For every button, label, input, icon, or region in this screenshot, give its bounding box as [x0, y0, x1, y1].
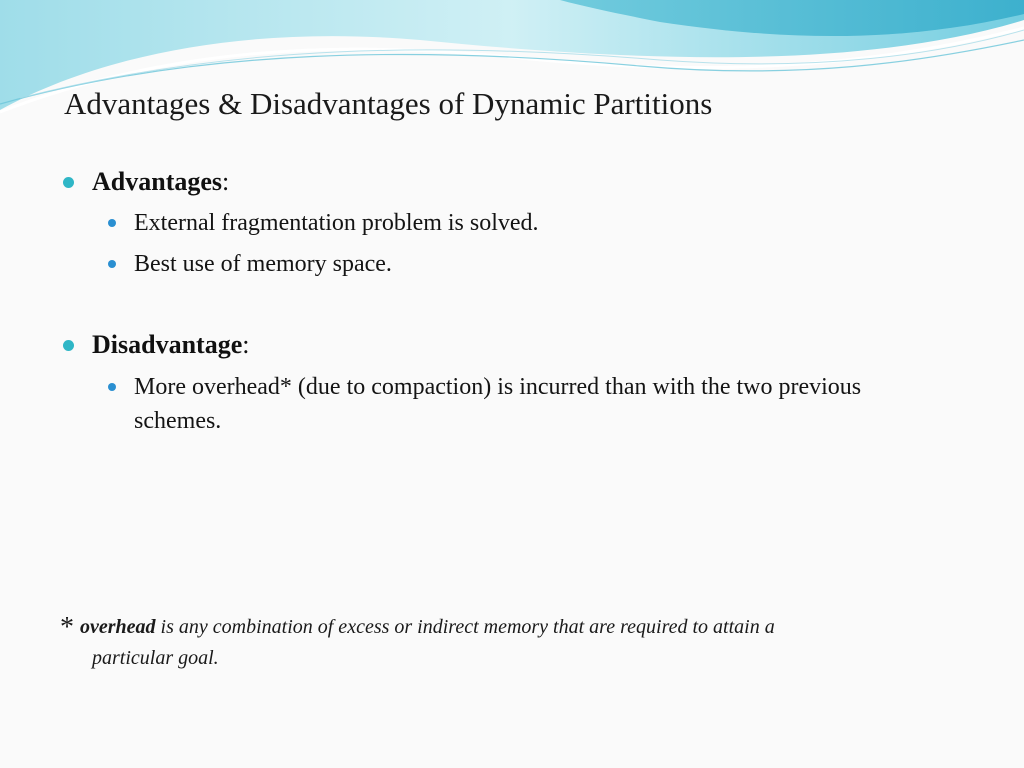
section-bullet-icon	[63, 340, 74, 351]
item-bullet-icon	[108, 383, 116, 391]
slide-title: Advantages & Disadvantages of Dynamic Partitions	[64, 86, 713, 121]
section-heading-text: Disadvantage	[92, 330, 243, 359]
list-item: Best use of memory space.	[134, 251, 392, 277]
section-heading-text: Advantages	[92, 167, 223, 196]
footnote	[60, 612, 910, 674]
list-item: More overhead* (due to compaction) is incurred than with the two previous schemes.	[134, 374, 862, 434]
footnote-text-line1: is any combination of excess or indirect memory that are required to attain a	[155, 616, 775, 638]
list-item: External fragmentation problem is solved.	[134, 210, 539, 236]
section-heading-colon: :	[222, 167, 230, 196]
section-heading-disadvantage	[92, 329, 249, 361]
item-bullet-icon	[108, 260, 116, 268]
footnote-text-line2: particular goal.	[92, 647, 219, 669]
section-heading-colon: :	[242, 330, 250, 359]
section-heading-advantages	[92, 166, 229, 198]
footnote-term: overhead	[80, 616, 156, 638]
footnote-marker: *	[60, 612, 74, 643]
item-bullet-icon	[108, 219, 116, 227]
section-bullet-icon	[63, 177, 74, 188]
